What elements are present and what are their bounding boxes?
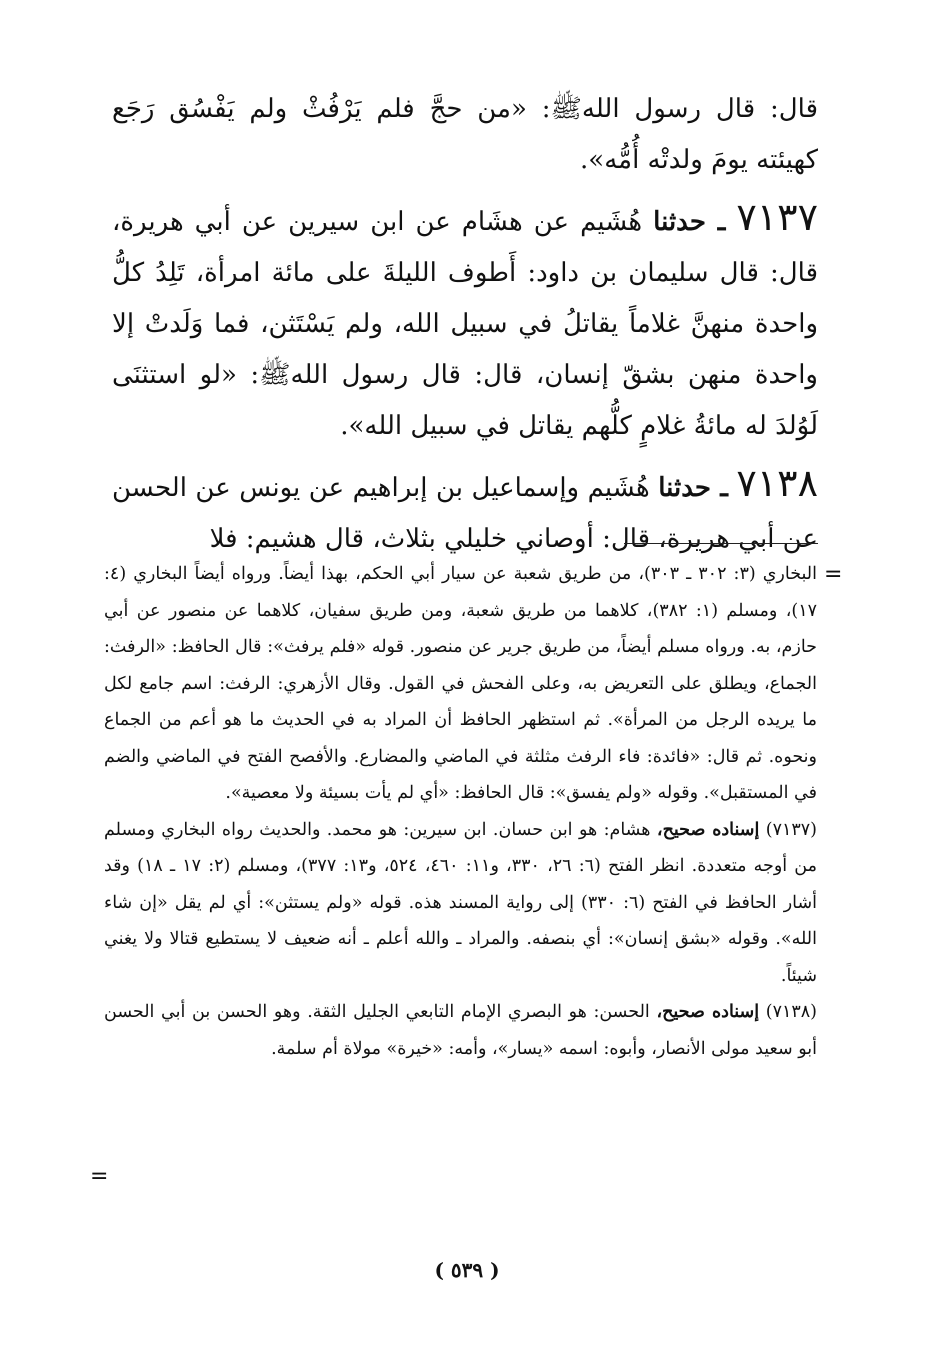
hadith-lead: ـ حدثنا bbox=[653, 207, 726, 237]
hadith-text: هُشَيم عن هشَام عن ابن سيرين عن أبي هريرة، قال: قال سليمان بن داود: أَطوف الليلةَ على مائة امرأة، تَلِدُ كلُّ واحدة منهنَّ غلاماً يقاتلُ في سبيل الله، ولم يَسْتَثن، فما وَلَدتْ إلا واحدة منهن بشقّ إنسان، قال: قال رسول اللهﷺ: «لو استثنَى لَوُلدَ له مائةُ غلامٍ كلُّهم يقاتل في سبيل الله». bbox=[112, 207, 819, 441]
footnote-7137 bbox=[104, 812, 817, 995]
hadith-text: هُشَيم وإسماعيل بن إبراهيم عن يونس عن الحسن عن أبي هريرة، قال: أوصاني خليلي بثلاث، قال هشيم: فلا bbox=[112, 473, 818, 554]
page-number: ( ٥٣٩ ) bbox=[434, 1258, 500, 1282]
continuation-mark-bottom: = bbox=[90, 1164, 109, 1189]
footnote-label: (٧١٣٨) bbox=[765, 1002, 817, 1022]
footnote-grade: إسناده صحيح، bbox=[656, 1002, 760, 1022]
footnote-separator bbox=[624, 543, 818, 544]
hadith-7138 bbox=[112, 458, 818, 565]
hadith-number: ٧١٣٧ bbox=[736, 195, 818, 239]
footnotes bbox=[104, 556, 817, 1067]
hadith-7137 bbox=[112, 192, 818, 452]
continuation-paragraph: قال: قال رسول اللهﷺ: «من حجَّ فلم يَرْفُثْ ولم يَفْسُق رَجَع كهيئته يومَ ولدتْه أُمُّه». bbox=[112, 94, 818, 175]
continuation-mark-top: = bbox=[824, 562, 843, 587]
hadith-lead: ـ حدثنا bbox=[658, 473, 728, 503]
footnote-text: هشام: هو ابن حسان. ابن سيرين: هو محمد. والحديث رواه البخاري ومسلم من أوجه متعددة. انظر الفتح (٦: ٢٦، ٣٣٠، و١١: ٤٦٠، ٥٢٤، و١٣: ٣٧٧)، ومسلم (٢: ١٧ ـ ١٨) وقد أشار الحافظ في الفتح (٦: ٣٣٠) إلى رواية المسند هذه. قوله «ولم يستثن»: أي لم يقل «إن شاء الله». وقوله «بشق إنسان»: أي بنصفه. والمراد ـ والله أعلم ـ أنه ضعيف لا يستطيع قتالا ولا يغني شيئاً. bbox=[104, 819, 818, 986]
footnote-text: الحسن: هو البصري الإمام التابعي الجليل الثقة. وهو الحسن بن أبي الحسن أبو سعيد مولى الأنصار، وأبوه: اسمه «يسار»، وأمه: «خيرة» مولاة أم سلمة. bbox=[104, 1002, 817, 1059]
main-text bbox=[112, 84, 818, 565]
footnote-continuation: البخاري (٣: ٣٠٢ ـ ٣٠٣)، من طريق شعبة عن سيار أبي الحكم، بهذا أيضاً. ورواه أيضاً البخاري (٤: ١٧)، ومسلم (١: ٣٨٢)، كلاهما من طريق شعبة، ومن طريق سفيان، كلاهما عن منصور عن أبي حازم، به. ورواه مسلم أيضاً، من طريق جرير عن منصور. قوله «فلم يرفث»: قال الحافظ: «الرفث: الجماع، ويطلق على التعريض به، وعلى الفحش في القول. وقال الأزهري: الرفث: اسم جامع لكل ما يريده الرجل من المرأة». ثم استظهر الحافظ أن المراد به في الحديث ما هو أعم من الجماع ونحوه. ثم قال: «فائدة: فاء الرفث مثلثة في الماضي والمضارع. والأفصح الفتح في الماضي والضم في المستقبل». وقوله «ولم يفسق»: قال الحافظ: «أي لم يأت بسيئة ولا معصية». bbox=[104, 564, 817, 803]
footnote-grade: إسناده صحيح، bbox=[656, 819, 760, 840]
hadith-number: ٧١٣٨ bbox=[736, 461, 818, 505]
footnote-label: (٧١٣٧) bbox=[765, 819, 817, 840]
footnote-7138 bbox=[104, 994, 817, 1067]
